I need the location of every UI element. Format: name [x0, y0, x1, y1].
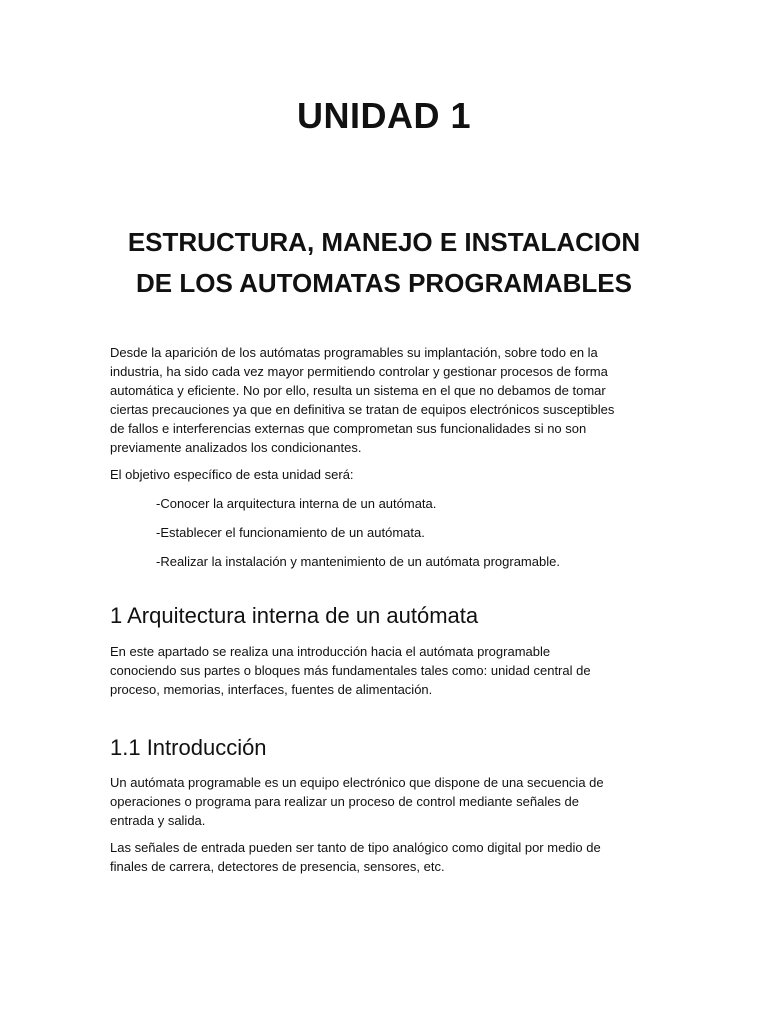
- objectives-list: [110, 494, 670, 571]
- intro-line: ciertas precauciones ya que en definitiva se tratan de equipos electrónicos susceptibles: [110, 402, 615, 417]
- section-1-1-line: entrada y salida.: [110, 813, 206, 828]
- section-1-line: proceso, memorias, interfaces, fuentes de alimentación.: [110, 682, 433, 697]
- section-1-1-line: operaciones o programa para realizar un proceso de control mediante señales de: [110, 794, 580, 809]
- intro-line: de fallos e interferencias externas que comprometan sus funcionalidades si no son: [110, 421, 587, 436]
- section-1-1-line: finales de carrera, detectores de presencia, sensores, etc.: [110, 859, 445, 874]
- section-1-line: En este apartado se realiza una introducción hacia el autómata programable: [110, 644, 551, 659]
- section-1-1-paragraph-2: [110, 838, 670, 876]
- intro-paragraph: [110, 343, 670, 457]
- section-1-1-line: Un autómata programable es un equipo electrónico que dispone de una secuencia de: [110, 775, 604, 790]
- intro-line: industria, ha sido cada vez mayor permitiendo controlar y gestionar procesos de forma: [110, 364, 608, 379]
- intro-line: Desde la aparición de los autómatas programables su implantación, sobre todo en la: [110, 345, 598, 360]
- section-1-1-paragraph-1: [110, 773, 670, 830]
- main-title-line-2: DE LOS AUTOMATAS PROGRAMABLES: [136, 268, 632, 298]
- main-title: [60, 222, 708, 304]
- intro-line: previamente analizados los condicionantes.: [110, 440, 362, 455]
- objective-item: -Establecer el funcionamiento de un autómata.: [156, 525, 425, 540]
- section-heading-1: 1 Arquitectura interna de un autómata: [110, 603, 479, 628]
- objective-item: -Conocer la arquitectura interna de un autómata.: [156, 496, 437, 511]
- objective-item: -Realizar la instalación y mantenimiento de un autómata programable.: [156, 554, 560, 569]
- intro-line: automática y eficiente. No por ello, resulta un sistema en el que no debamos de tomar: [110, 383, 606, 398]
- main-title-line-1: ESTRUCTURA, MANEJO E INSTALACION: [127, 227, 641, 257]
- section-1-1-line: Las señales de entrada pueden ser tanto de tipo analógico como digital por medio de: [110, 840, 601, 855]
- objective-label: El objetivo específico de esta unidad será:: [110, 467, 354, 482]
- document-body: [110, 343, 670, 876]
- section-1-paragraph: [110, 642, 670, 699]
- unit-title: UNIDAD 1: [296, 95, 471, 136]
- section-heading-1-1: 1.1 Introducción: [110, 735, 267, 760]
- section-1-line: conociendo sus partes o bloques más fundamentales tales como: unidad central de: [110, 663, 591, 678]
